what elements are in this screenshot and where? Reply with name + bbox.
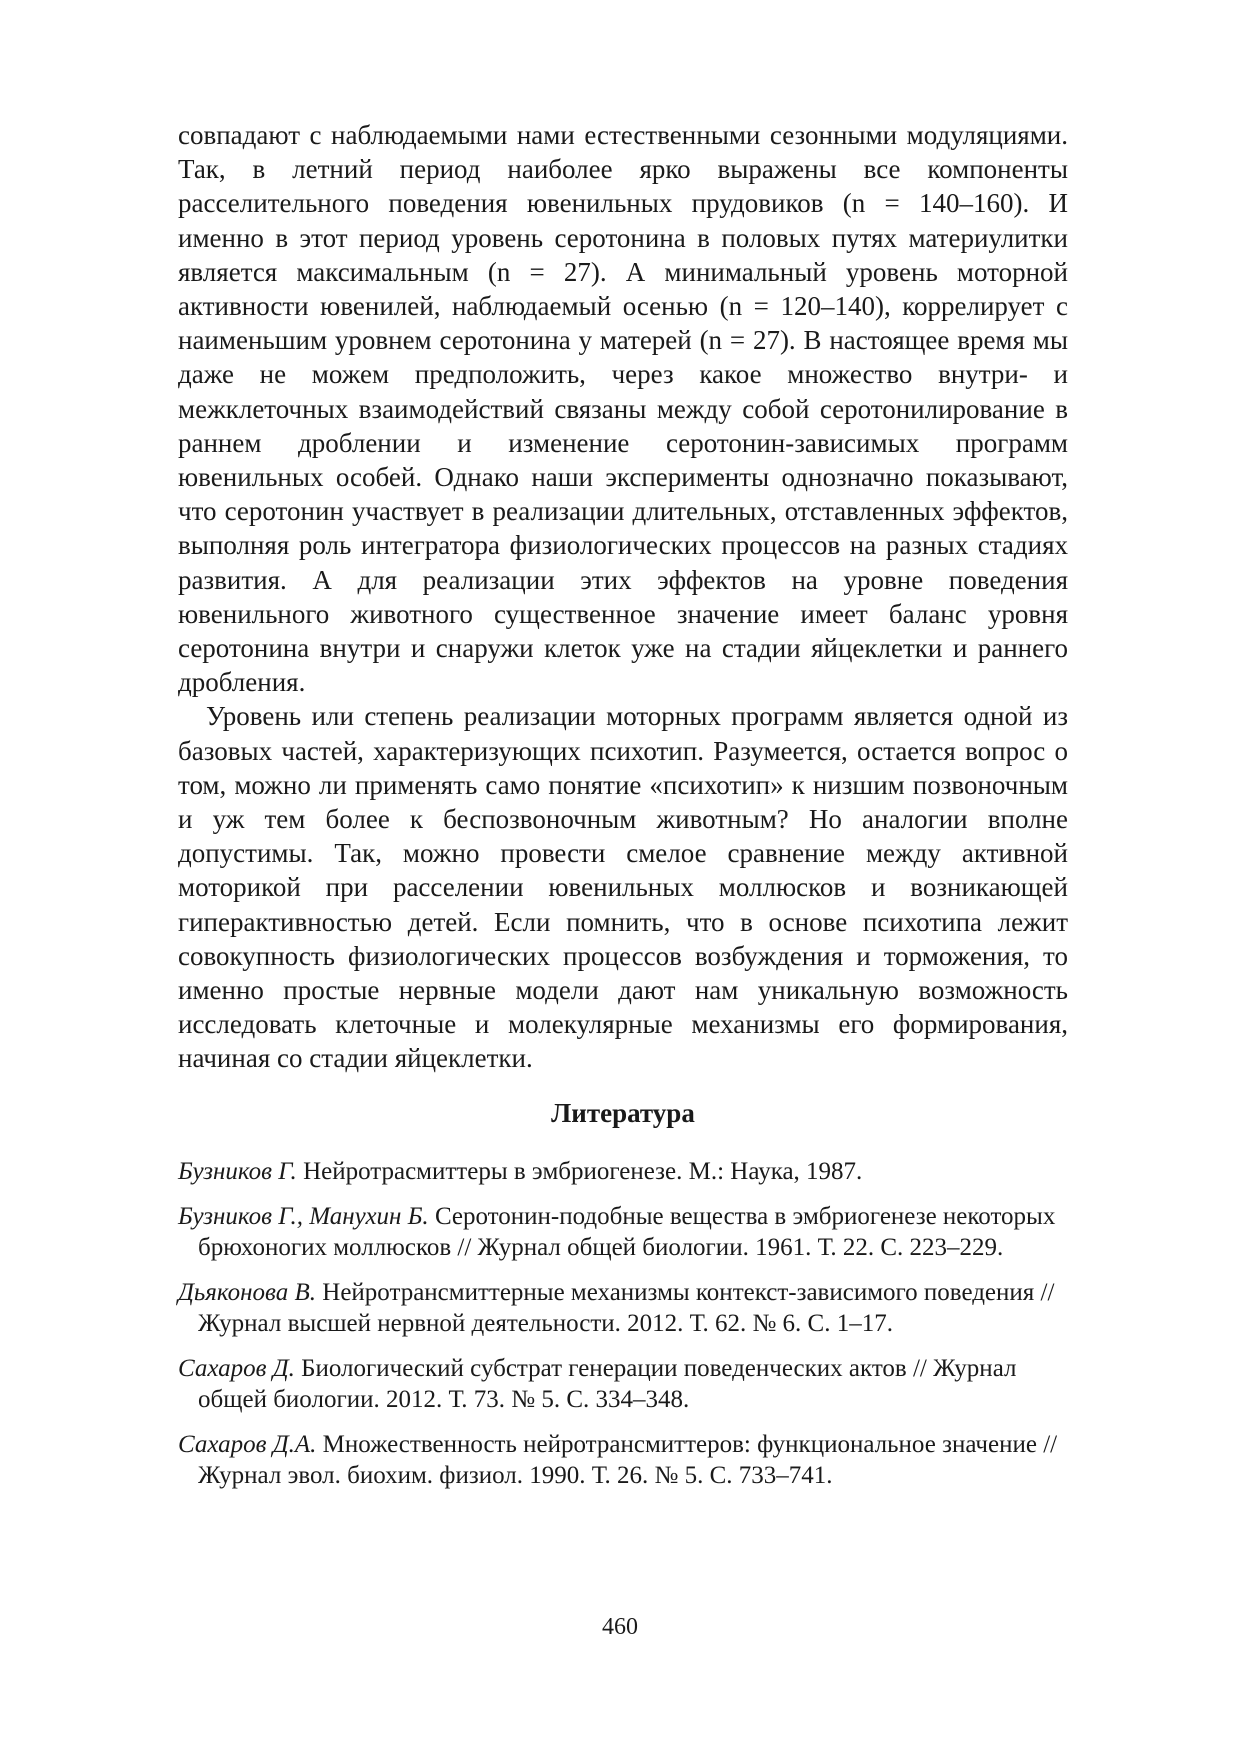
body-text xyxy=(178,118,1068,1076)
reference-author: Сахаров Д. xyxy=(178,1355,295,1382)
reference-item xyxy=(178,1156,1068,1187)
reference-text: Нейротрансмиттерные механизмы контекст-зависимого поведения // Журнал высшей нервной деятельности. 2012. Т. 62. № 6. С. 1–17. xyxy=(198,1279,1055,1337)
paragraph-2: Уровень или степень реализации моторных программ является одной из базовых частей, характеризующих психотип. Разумеется, остается вопрос о том, можно ли применять само понятие «психотип» к низшим позвоночным и уж тем более к беспозвоночным животным? Но аналогии вполне допустимы. Так, можно провести смелое сравнение между активной моторикой при расселении ювенильных моллюсков и возникающей гиперактивностью детей. Если помнить, что в основе психотипа лежит совокупность физиологических процессов возбуждения и торможения, то именно простые нервные модели дают нам уникальную возможность исследовать клеточные и молекулярные механизмы его формирования, начиная со стадии яйцеклетки. xyxy=(178,701,1068,1074)
reference-author: Бузников Г., Манухин Б. xyxy=(178,1203,429,1230)
reference-item xyxy=(178,1277,1068,1339)
references-list xyxy=(178,1156,1068,1505)
reference-author: Сахаров Д.А. xyxy=(178,1431,317,1458)
reference-item xyxy=(178,1429,1068,1491)
reference-text: Биологический субстрат генерации поведенческих актов // Журнал общей биологии. 2012. Т. 73. № 5. С. 334–348. xyxy=(198,1355,1017,1413)
reference-text: Нейротрасмиттеры в эмбриогенезе. М.: Наука, 1987. xyxy=(296,1158,863,1185)
reference-item xyxy=(178,1353,1068,1415)
references-heading: Литература xyxy=(551,1098,695,1128)
reference-text: Серотонин-подобные вещества в эмбриогенезе некоторых брюхоногих моллюсков // Журнал общей биологии. 1961. Т. 22. С. 223–229. xyxy=(198,1203,1056,1261)
page-number: 460 xyxy=(602,1614,638,1640)
paragraph-1: совпадают с наблюдаемыми нами естественными сезонными модуляциями. Так, в летний период наиболее ярко выражены все компоненты расселительного поведения ювенильных прудовиков (n = 140–160). И именно в этот период уровень серотонина в половых путях материулитки является максимальным (n = 27). А минимальный уровень моторной активности ювенилей, наблюдаемый осенью (n = 120–140), коррелирует с наименьшим уровнем серотонина у матерей (n = 27). В настоящее время мы даже не можем предположить, через какое множество внутри- и межклеточных взаимодействий связаны между собой серотонилирование в раннем дроблении и изменение серотонин-зависимых программ ювенильных особей. Однако наши эксперименты однозначно показывают, что серотонин участвует в реализации длительных, отставленных эффектов, выполняя роль интегратора физиологических процессов на разных стадиях развития. А для реализации этих эффектов на уровне поведения ювенильного животного существенное значение имеет баланс уровня серотонина внутри и снаружи клеток уже на стадии яйцеклетки и раннего дробления. xyxy=(178,120,1068,698)
reference-author: Бузников Г. xyxy=(178,1158,297,1185)
reference-author: Дьяконова В. xyxy=(178,1279,317,1306)
reference-item xyxy=(178,1201,1068,1263)
reference-text: Множественность нейротрансмиттеров: функциональное значение // Журнал эвол. биохим. физиол. 1990. Т. 26. № 5. С. 733–741. xyxy=(198,1431,1058,1489)
